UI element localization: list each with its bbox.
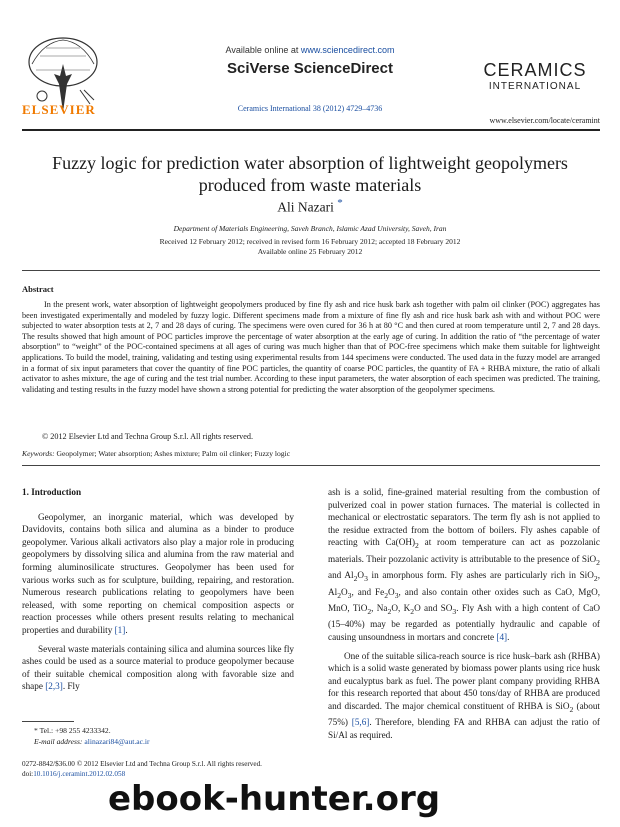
section-heading: 1. Introduction [22,487,82,497]
author-footnote-mark[interactable]: * [337,197,343,209]
reference-link[interactable]: [5,6] [351,717,370,728]
author-footnote [34,726,150,747]
abstract-divider [22,465,600,466]
email-link[interactable]: alinazari84@aut.ac.ir [84,736,150,746]
reference-link[interactable]: [4] [496,632,508,643]
journal-logo [470,60,600,92]
abstract-heading: Abstract [22,284,54,294]
keywords [22,449,290,458]
reference-link[interactable]: [2,3] [45,681,63,692]
journal-url[interactable]: www.elsevier.com/locate/ceramint [489,116,600,125]
page-footer [22,760,262,779]
issn-line: 0272-8842/$36.00 © 2012 Elsevier Ltd and Techna Group S.r.l. All rights reserved. [22,760,262,768]
sciencedirect-link[interactable]: www.sciencedirect.com [300,45,395,55]
doi-line: doi:10.1016/j.ceramint.2012.02.058 [22,769,126,778]
reference-link[interactable]: [1] [114,624,126,635]
abstract-text: In the present work, water absorption of lightweight geopolymers produced by fine fly ash and rice husk bark ash together with palm oil clinker (POC) aggregates has been investigated experimentally and modeled by fuzzy logic. Different specimens made from a mixture of fine fly ash and rice husk bark ash with and without POC were subjected to water absorption tests at 2, 7 and 28 days of curing. The specimens were oven cured for 36 h at 80 °C and then cured at room temperature until 2, 7 and 28 days. The results showed that high amount of POC particles improve the percentage of water absorption at the early age of curing. In addition the ratio of “the percentage of water absorption” to “weight” of the POC-contained specimens at all ages of curing was much higher than that of POC-free specimens which make them suitable for lightweight applications. To build the model, training, validating and testing using experimental results from 144 specimens were conducted. The used data in the fuzzy model are arranged in a format of six input parameters that cover the quantity of fine POC particles, the quantity of coarse POC particles, the quantity of FA + RHBA mixture, the ratio of alkali activator to ashes mixture, the age of curing and the test trial number. According to these input parameters, the water absorption of each specimen was predicted. The training, validating and testing results in the fuzzy model have shown a strong potential for predicting the water absorption of the geopolymer specimens. [22,300,600,394]
title-divider [22,270,600,271]
journal-citation[interactable]: Ceramics International 38 (2012) 4729–4736 [237,104,383,113]
author-line [0,197,620,216]
body-left-column [22,486,294,693]
available-online-line: Available online at www.sciencedirect.com [225,45,395,55]
fly-ash-paragraph: ash is a solid, fine-grained material resulting from the combustion of pulverized coal in power station furnaces. The material is collected in mechanical or electrostatic separators. The term fly ash is not applied to the residue extracted from the bottom of boilers. Fly ashes capable of reacting with $Ca(OH)_2$ at room temperature can act as pozzolanic materials. Their pozzolanic activity is attributable to the presence of SiO$_2$ and $Al_2O_3$ in amorphous form. Fly ashes are particularly rich in SiO$_2$, $Al_2O_3$, and $Fe_2O_3$, and also contain other oxides such as CaO, MgO, MnO, TiO$_2$, $Na_2O$, $K_2O$ and $SO_3$. Fly Ash with a high content of CaO (15–40%) may be regarded as potentially hydraulic and capable of causing unsoundness in mortars and concrete [4]. [328,487,601,643]
article-dates [0,237,620,257]
doi-link[interactable]: 10.1016/j.ceramint.2012.02.058 [33,769,126,778]
header-divider [22,129,600,131]
abstract-copyright: © 2012 Elsevier Ltd and Techna Group S.r.l. All rights reserved. [42,432,254,441]
keywords-list: Geopolymer; Water absorption; Ashes mixture; Palm oil clinker; Fuzzy logic [56,449,291,458]
footnote-divider [22,721,74,722]
footnote-tel: * Tel.: +98 255 4233342. [34,726,111,735]
footnote-email: E-mail address: alinazari84@aut.ac.ir [34,736,150,746]
keywords-label: Keywords: [22,449,55,458]
intro-paragraph-1: Geopolymer, an inorganic material, which was developed by Davidovits, contains both silica and alumina as a binder to produce geopolymer. Various alkali activators also play a major role in producing geopolymers by dissolving silica and alumina from the raw material and forming aluminosilicate structures. Geopolymer has been used for various works such as for sculpture, building, repairing, and restoration. Numerous research publications relating to geopolymers have been released, with some reporting on chemical composition aspects or reaction processes while others present results relating to mechanical properties and durability [1]. [22,511,294,635]
journal-logo-line1: CERAMICS [483,60,587,80]
intro-paragraph-2: Several waste materials containing silica and alumina sources like fly ashes could be used as a source material to produce geopolymer because of their suitable chemical composition along with favorable size and shape [2,3]. Fly [22,643,294,692]
received-dates: Received 12 February 2012; received in revised form 16 February 2012; accepted 18 February 2012 [159,237,461,246]
article-title: Fuzzy logic for prediction water absorption of lightweight geopolymers produced from waste materials [52,153,568,195]
platform-name: SciVerse ScienceDirect [227,60,393,77]
rhba-paragraph: One of the suitable silica-reach source is rice husk–bark ash (RHBA) which is a solid waste generated by biomass power plants using rice husk and eucalyptus bark as fuel. The power plant company providing RHBA for this research reported that about 450 tons/day of RHBA are produced and discarded. The major chemical constituent of RHBA is SiO$_2$ (about 75%) [5,6]. Therefore, blending FA and RHBA can adjust the ratio of Si/Al as required. [328,650,600,741]
watermark: ebook-hunter.org [108,779,441,819]
online-date: Available online 25 February 2012 [257,247,363,256]
author-name: Ali Nazari [277,199,334,215]
journal-logo-line2: INTERNATIONAL [488,81,582,92]
publisher-name: ELSEVIER [22,102,96,117]
affiliation: Department of Materials Engineering, Saveh Branch, Islamic Azad University, Saveh, Iran [173,224,447,233]
body-right-column [328,486,600,742]
